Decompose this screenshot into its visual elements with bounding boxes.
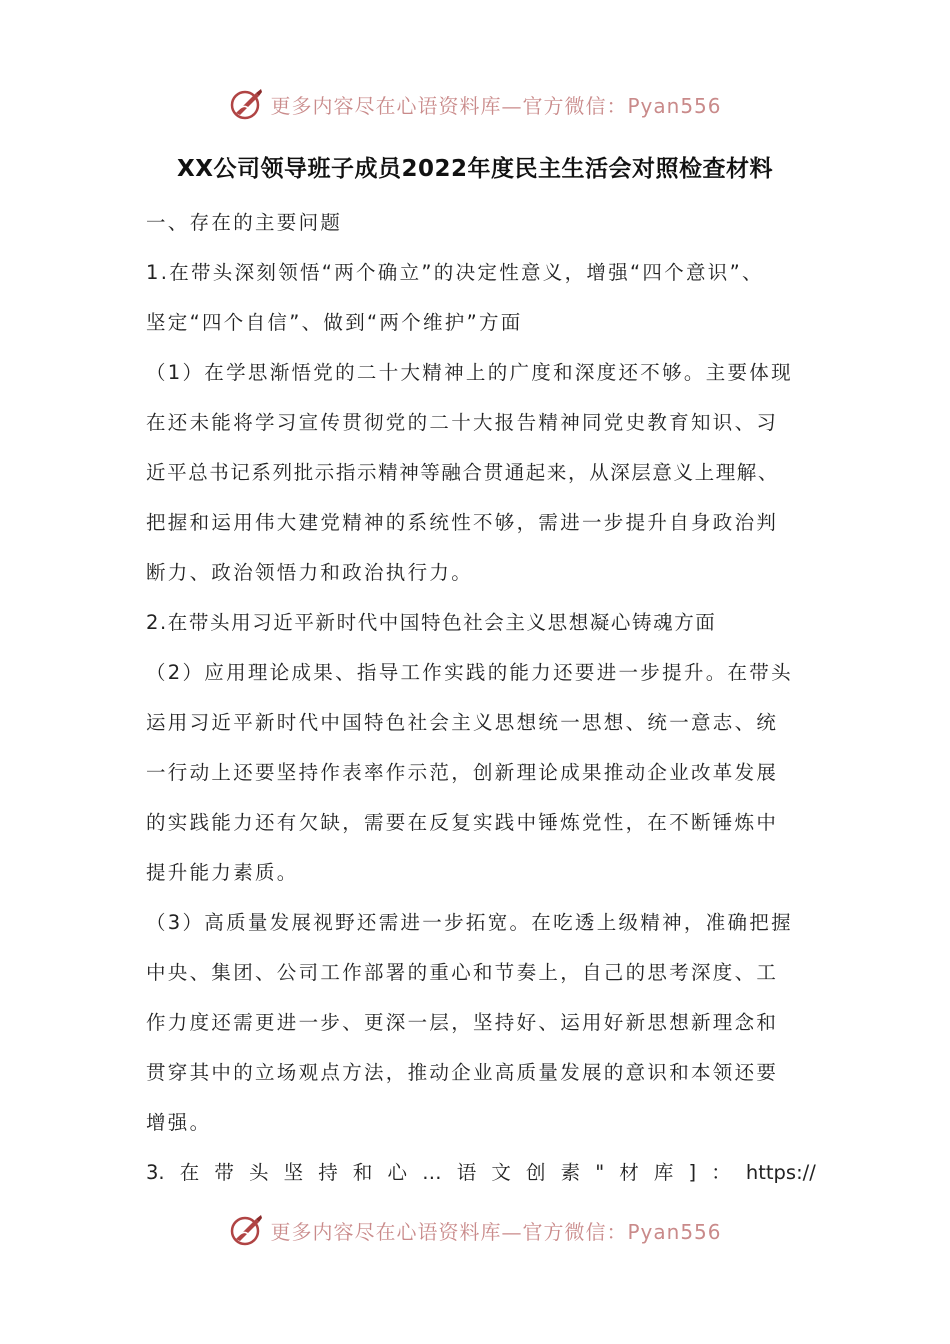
banner-text: 更多内容尽在心语资料库—官方微信：Pyan556	[270, 1219, 722, 1244]
last-line-token: 带	[214, 1161, 234, 1184]
last-line-token: 素	[560, 1161, 581, 1184]
paragraph-line: 贯穿其中的立场观点方法，推动企业高质量发展的意识和本领还要	[146, 1061, 779, 1084]
last-line-token: 心	[387, 1161, 407, 1184]
paragraph-line: 的实践能力还有欠缺，需要在反复实践中锤炼党性，在不断锤炼中	[146, 811, 779, 834]
paragraph-line: 增强。	[146, 1111, 212, 1134]
footer-banner	[0, 1208, 950, 1252]
truncated-last-line	[146, 1148, 816, 1198]
header-banner	[0, 82, 950, 126]
paragraph-line: （1）在学思渐悟党的二十大精神上的广度和深度还不够。主要体现	[146, 361, 793, 384]
paragraph-line: 作力度还需更进一步、更深一层，坚持好、运用好新思想新理念和	[146, 1011, 779, 1034]
last-line-token: ]	[688, 1161, 697, 1184]
paragraph-line: 在还未能将学习宣传贯彻党的二十大报告精神同党史教育知识、习	[146, 411, 779, 434]
paragraph-line: 中央、集团、公司工作部署的重心和节奏上，自己的思考深度、工	[146, 961, 779, 984]
section-heading: 一、存在的主要问题	[146, 211, 343, 234]
last-line-token: 创	[525, 1161, 546, 1184]
paragraph-line: 近平总书记系列批示指示精神等融合贯通起来，从深层意义上理解、	[146, 461, 780, 484]
document-body	[146, 198, 816, 1198]
quill-logo-icon	[228, 1212, 264, 1248]
last-line-token: 3.	[146, 1161, 165, 1184]
paragraph-line: 坚定“四个自信”、做到“两个维护”方面	[146, 311, 523, 334]
paragraph-line: 提升能力素质。	[146, 861, 299, 884]
banner-text: 更多内容尽在心语资料库—官方微信：Pyan556	[270, 93, 722, 118]
last-line-token: 语	[456, 1161, 477, 1184]
last-line-token: 和	[352, 1161, 373, 1184]
paragraph-line: 运用习近平新时代中国特色社会主义思想统一思想、统一意志、统	[146, 711, 779, 734]
last-line-token: https://	[745, 1161, 816, 1184]
paragraph-line: （2）应用理论成果、指导工作实践的能力还要进一步提升。在带头	[146, 661, 793, 684]
last-line-token: 坚	[283, 1161, 304, 1184]
last-line-token: ：	[711, 1161, 731, 1184]
paragraph-line: 2.在带头用习近平新时代中国特色社会主义思想凝心铸魂方面	[146, 611, 717, 634]
last-line-token: "	[595, 1161, 605, 1184]
paragraph-line: 把握和运用伟大建党精神的系统性不够，需进一步提升自身政治判	[146, 511, 779, 534]
document-title: XX公司领导班子成员2022年度民主生活会对照检查材料	[177, 156, 773, 182]
wechat-id: Pyan556	[627, 1219, 722, 1244]
last-line-token: 头	[248, 1161, 269, 1184]
last-line-token: 在	[179, 1161, 200, 1184]
last-line-token: 库	[653, 1161, 674, 1184]
last-line-token: 持	[318, 1161, 338, 1184]
paragraph-line: 断力、政治领悟力和政治执行力。	[146, 561, 474, 584]
last-line-token: 文	[491, 1161, 511, 1184]
last-line-token: 材	[619, 1161, 639, 1184]
last-line-token: …	[422, 1161, 442, 1184]
paragraph-line: （3）高质量发展视野还需进一步拓宽。在吃透上级精神，准确把握	[146, 911, 793, 934]
paragraph-line: 一行动上还要坚持作表率作示范，创新理论成果推动企业改革发展	[146, 761, 779, 784]
wechat-id: Pyan556	[627, 93, 722, 118]
quill-logo-icon	[228, 86, 264, 122]
paragraph-line: 1.在带头深刻领悟“两个确立”的决定性意义，增强“四个意识”、	[146, 261, 764, 284]
